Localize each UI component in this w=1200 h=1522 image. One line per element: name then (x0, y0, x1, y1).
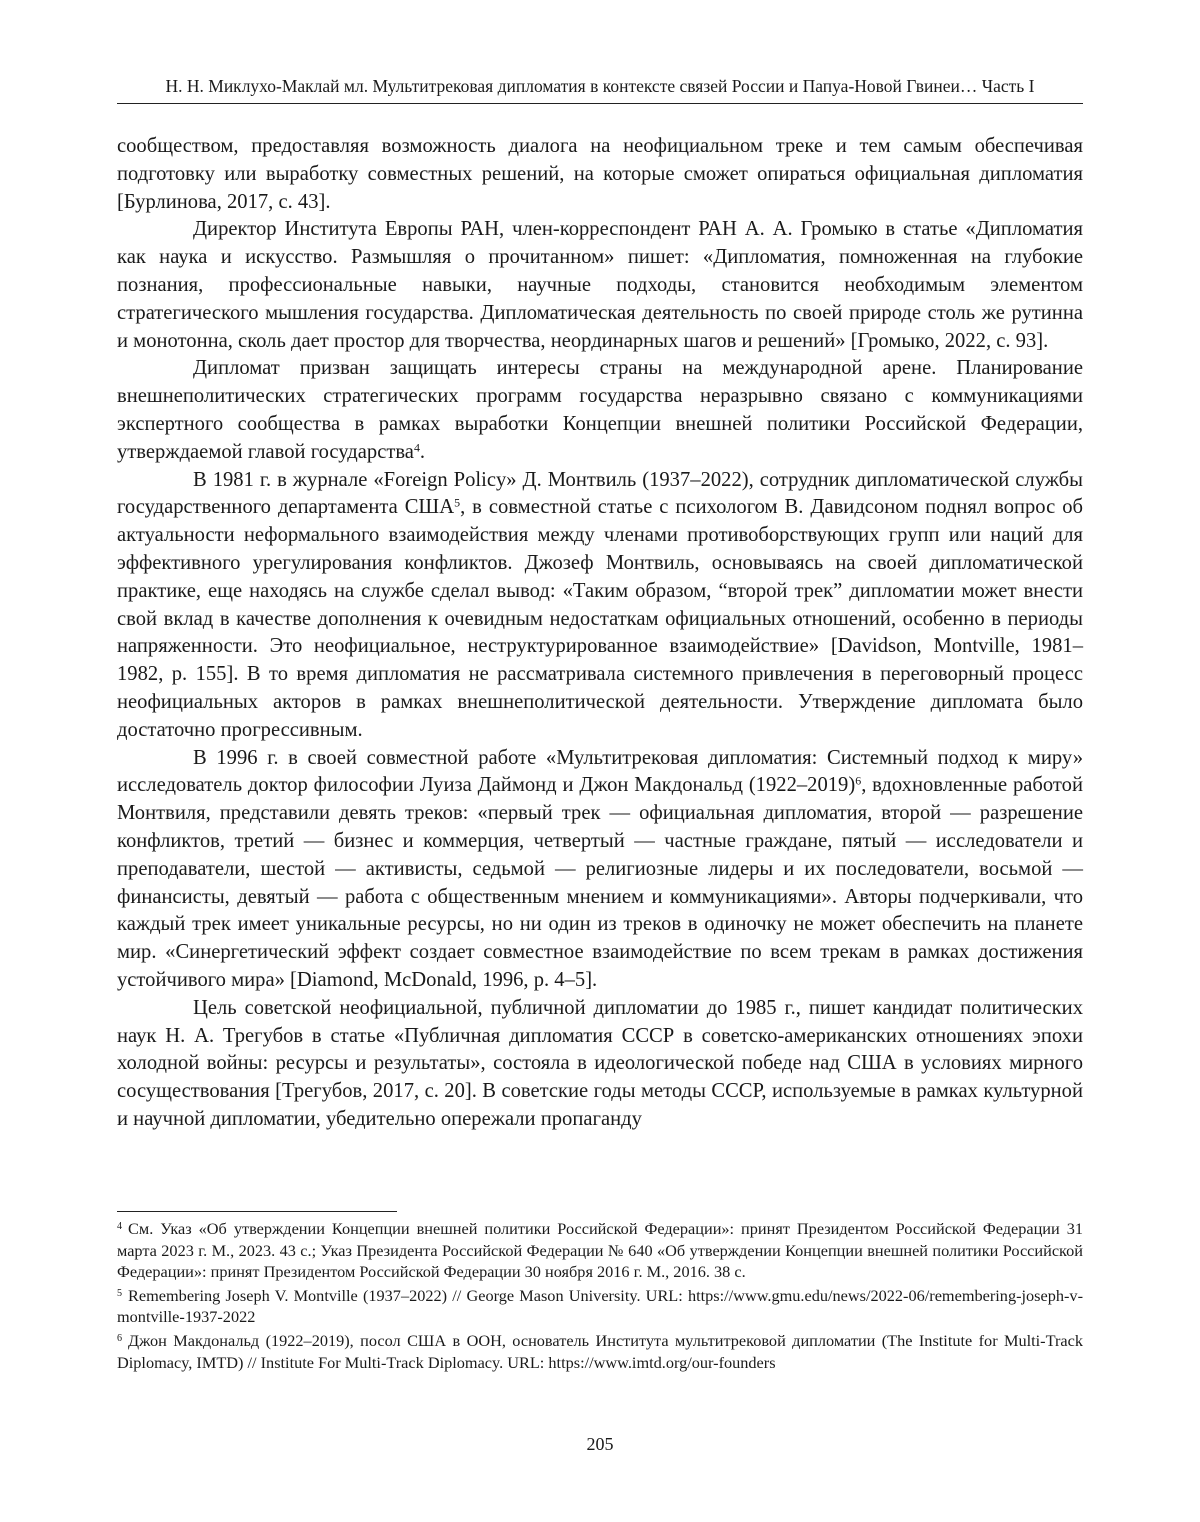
footnote-mark: 6 (117, 1332, 123, 1344)
footnote-reference[interactable]: 4 (413, 440, 420, 455)
footnote: $^6$ Джон Макдональд (1922–2019), посол США в ООН, основатель Института мультитрековой дипломатии (The Institute for Multi-Track Diplomacy, IMTD) // Institute For Multi-Track Diplomacy. URL: https://www.imtd.org/our-founders (117, 1330, 1083, 1372)
paragraph: В 1981 г. в журнале «Foreign Policy» Д. Монтвиль (1937–2022), сотрудник дипломатической службы государственного департамента США$^5$, в совместной статье с психологом В. Давидсоном поднял вопрос об актуальности неформального взаимодействия между членами противоборствующих групп или наций для эффективного урегулирования конфликтов. Джозеф Монтвиль, основываясь на своей дипломатической практике, еще находясь на службе сделал вывод: «Таким образом, “второй трек” дипломатии может внести свой вклад в качестве дополнения к очевидным недостаткам официальных отношений, особенно в периоды напряженности. Это неофициальное, неструктурированное взаимодействие» [Davidson, Montville, 1981–1982, p. 155]. В то время дипломатия не рассматривала системного привлечения в переговорный процесс неофициальных акторов в рамках внешнеполитической деятельности. Утверждение дипломата было достаточно прогрессивным. (117, 468, 1084, 741)
body-text (117, 133, 1083, 1134)
paragraph: Цель советской неофициальной, публичной дипломатии до 1985 г., пишет кандидат политических наук Н. А. Трегубов в статье «Публичная дипломатия СССР в советско-американских отношениях эпохи холодной войны: ресурсы и результаты», состояла в идеологической победе над США в условиях мирного сосуществования [Трегубов, 2017, с. 20]. В советские годы методы СССР, используемые в рамках культурной и научной дипломатии, убедительно опережали пропаганду (117, 996, 1083, 1130)
paragraph: В 1996 г. в своей совместной работе «Мультитрековая дипломатия: Системный подход к миру» исследователь доктор философии Луиза Даймонд и Джон Макдональд (1922–2019)$^6$, вдохновленные работой Монтвиля, представили девять треков: «первый трек — официальная дипломатия, второй — разрешение конфликтов, третий — бизнес и коммерция, четвертый — частные граждане, пятый — исследователи и преподаватели, шестой — активисты, седьмой — религиозные лидеры и их последователи, восьмой — финансисты, девятый — работа с общественным мнением и коммуникациями». Авторы подчеркивали, что каждый трек имеет уникальные ресурсы, но ни один из треков в одиночку не может обеспечить на планете мир. «Синергетический эффект создает совместное взаимодействие по всем трекам в рамках достижения устойчивого мира» [Diamond, McDonald, 1996, p. 4–5]. (117, 746, 1083, 991)
running-header: Н. Н. Миклухо-Маклай мл. Мультитрековая дипломатия в контексте связей России и Папуа-Новой Гвинеи… Часть I (165, 76, 1035, 96)
footnote-mark: 4 (117, 1220, 123, 1232)
paragraph: Директор Института Европы РАН, член-корреспондент РАН А. А. Громыко в статье «Дипломатия как наука и искусство. Размышляя о прочитанном» пишет: «Дипломатия, помноженная на глубокие познания, профессиональные навыки, научные подходы, становится необходимым элементом стратегического мышления государства. Дипломатическая деятельность по своей природе столь же рутинна и монотонна, сколь дает простор для творчества, неординарных шагов и решений» [Громыко, 2022, с. 93]. (117, 218, 1083, 352)
paragraph: Дипломат призван защищать интересы страны на международной арене. Планирование внешнеполитических стратегических программ государства неразрывно связано с коммуникациями экспертного сообщества в рамках выработки Концепции внешней политики Российской Федерации, утверждаемой главой государства$^4$. (117, 357, 1083, 463)
paragraph: сообществом, предоставляя возможность диалога на неофициальном треке и тем самым обеспечивая подготовку или выработку совместных решений, на которые сможет опираться официальная дипломатия [Бурлинова, 2017, с. 43]. (117, 135, 1083, 213)
header-rule (117, 103, 1083, 104)
footnote-reference[interactable]: 6 (855, 773, 862, 788)
footnotes (117, 1218, 1083, 1375)
footnote: $^5$ Remembering Joseph V. Montville (1937–2022) // George Mason University. URL: https://www.gmu.edu/news/2022-06/remembering-joseph-v-montville-1937-2022 (117, 1285, 1083, 1327)
footnote: $^4$ См. Указ «Об утверждении Концепции внешней политики Российской Федерации»: принят Президентом Российской Федерации 31 марта 2023 г. М., 2023. 43 с.; Указ Президента Российской Федерации № 640 «Об утверждении Концепции внешней политики Российской Федерации»: принят Президентом Российской Федерации 30 ноября 2016 г. М., 2016. 38 с. (117, 1219, 1083, 1282)
footnote-mark: 5 (117, 1287, 123, 1299)
footnote-rule (117, 1211, 397, 1212)
footnote-reference[interactable]: 5 (454, 495, 461, 510)
page-number: 205 (586, 1434, 614, 1454)
